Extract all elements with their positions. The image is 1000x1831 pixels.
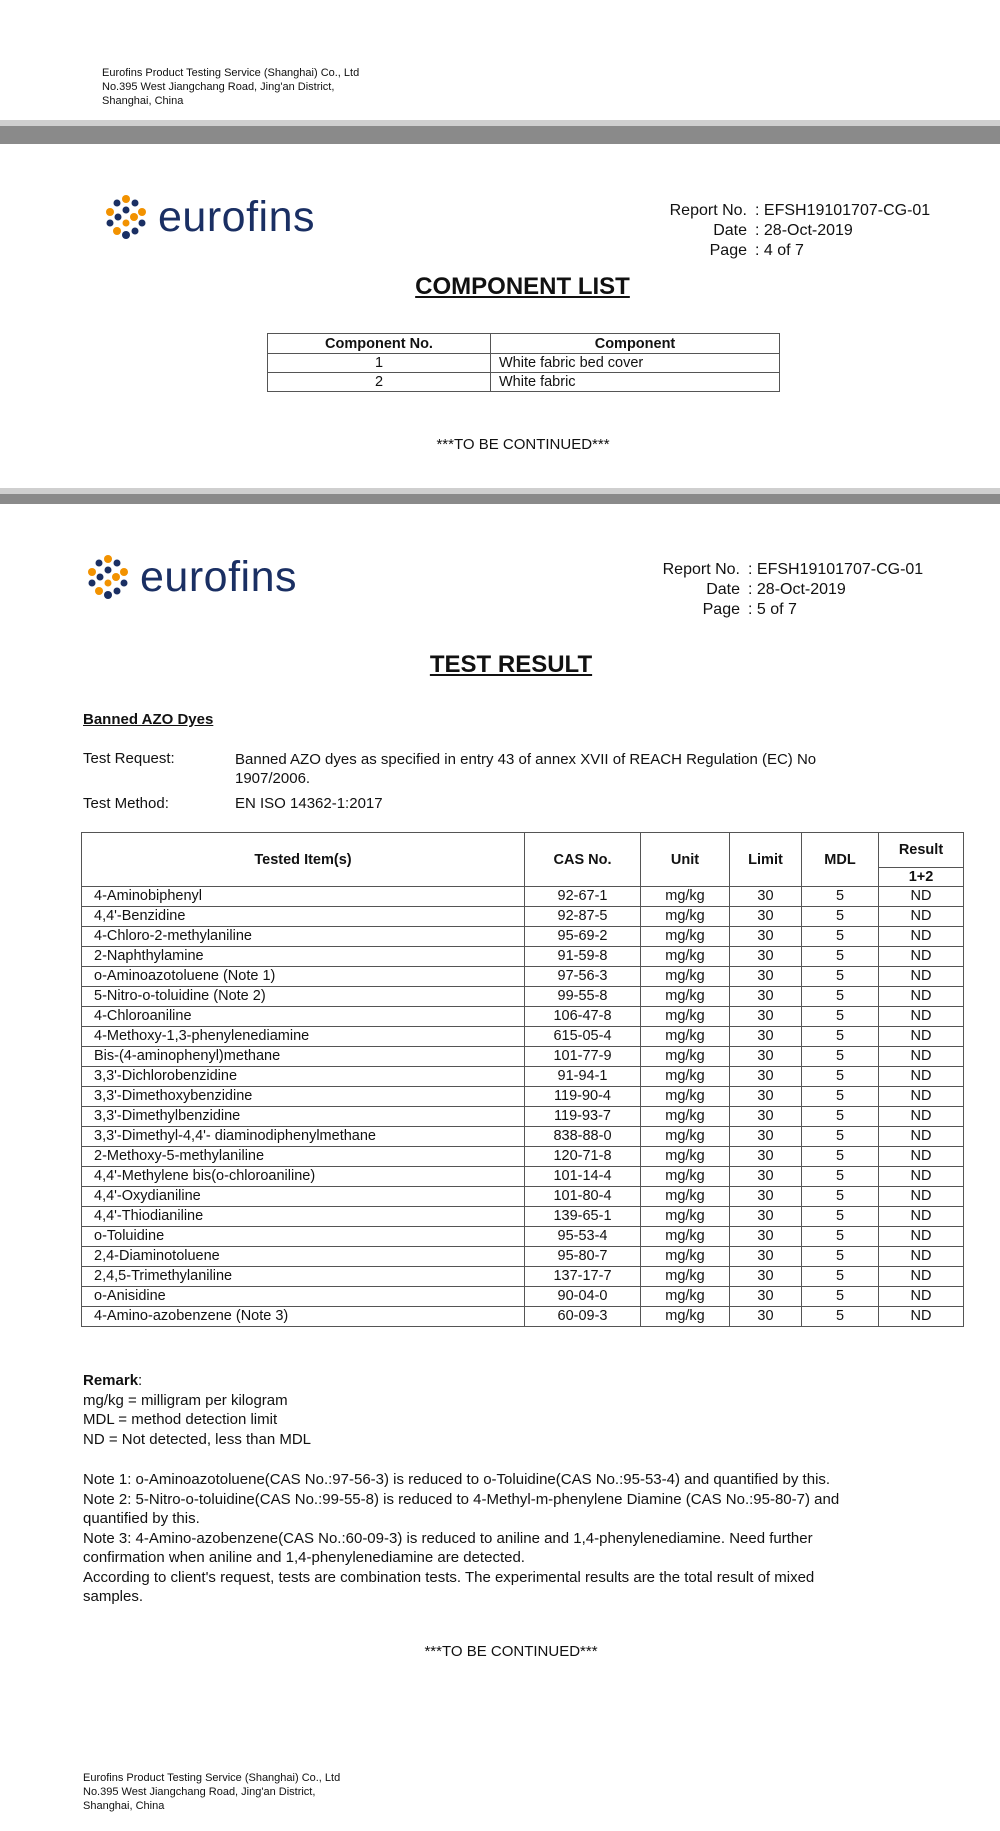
note-line: According to client's request, tests are combination tests. The experimental results are the total result of mixed	[83, 1568, 815, 1586]
cell-cas-no: 119-93-7	[525, 1107, 641, 1127]
cell-cas-no: 615-05-4	[525, 1027, 641, 1047]
report-no-label: Report No.	[669, 202, 747, 219]
cell-tested-item: o-Aminoazotoluene (Note 1)	[82, 967, 525, 987]
cell-limit: 30	[730, 887, 802, 907]
cell-result: ND	[879, 1227, 964, 1247]
cell-result: ND	[879, 1067, 964, 1087]
table-row	[82, 1147, 964, 1167]
eurofins-logo	[84, 553, 297, 601]
table-row	[82, 1127, 964, 1147]
header-component: Component	[491, 334, 780, 354]
cell-cas-no: 120-71-8	[525, 1147, 641, 1167]
cell-cas-no: 91-59-8	[525, 947, 641, 967]
cell-result: ND	[879, 1087, 964, 1107]
test-request-line1: Banned AZO dyes as specified in entry 43 of annex XVII of REACH Regulation (EC) No	[235, 751, 817, 768]
page-label: Page	[709, 242, 747, 259]
eurofins-dots-icon	[102, 193, 150, 241]
cell-unit: mg/kg	[641, 1227, 730, 1247]
cell-tested-item: 3,3'-Dimethoxybenzidine	[82, 1087, 525, 1107]
page-separator	[0, 126, 1000, 144]
table-row	[82, 967, 964, 987]
table-row	[82, 1247, 964, 1267]
table-header-row	[268, 334, 780, 354]
table-row	[82, 987, 964, 1007]
cell-mdl: 5	[802, 1067, 879, 1087]
cell-result: ND	[879, 907, 964, 927]
cell-unit: mg/kg	[641, 1047, 730, 1067]
cell-mdl: 5	[802, 1127, 879, 1147]
cell-cas-no: 119-90-4	[525, 1087, 641, 1107]
table-row	[268, 373, 780, 392]
cell-limit: 30	[730, 1287, 802, 1307]
cell-result: ND	[879, 1027, 964, 1047]
cell-cas-no: 137-17-7	[525, 1267, 641, 1287]
section-title: Banned AZO Dyes	[83, 711, 214, 728]
cell-mdl: 5	[802, 887, 879, 907]
cell-component-no: 2	[268, 373, 491, 392]
remark-line: mg/kg = milligram per kilogram	[83, 1391, 288, 1409]
cell-tested-item: Bis-(4-aminophenyl)methane	[82, 1047, 525, 1067]
page-separator	[0, 494, 1000, 504]
cell-cas-no: 95-53-4	[525, 1227, 641, 1247]
cell-limit: 30	[730, 1247, 802, 1267]
cell-cas-no: 99-55-8	[525, 987, 641, 1007]
header-cas-no: CAS No.	[525, 833, 641, 887]
note-line: Note 1: o-Aminoazotoluene(CAS No.:97-56-3) is reduced to o-Toluidine(CAS No.:95-53-4) and quantified by this.	[83, 1471, 831, 1488]
cell-cas-no: 60-09-3	[525, 1307, 641, 1327]
cell-tested-item: 4,4'-Thiodianiline	[82, 1207, 525, 1227]
cell-limit: 30	[730, 987, 802, 1007]
company-name: Eurofins Product Testing Service (Shanghai) Co., Ltd	[83, 1772, 341, 1784]
cell-unit: mg/kg	[641, 1087, 730, 1107]
company-address-line1: No.395 West Jiangchang Road, Jing'an District,	[83, 1786, 316, 1798]
table-row	[82, 1267, 964, 1287]
cell-tested-item: 3,3'-Dimethyl-4,4'- diaminodiphenylmethane	[82, 1127, 525, 1147]
test-method-value: EN ISO 14362-1:2017	[235, 795, 383, 812]
page-label: Page	[702, 601, 740, 618]
cell-mdl: 5	[802, 1207, 879, 1227]
cell-component: White fabric	[491, 373, 780, 392]
table-row	[82, 1027, 964, 1047]
remark-line: MDL = method detection limit	[83, 1411, 278, 1428]
cell-limit: 30	[730, 1167, 802, 1187]
date-value: : 28-Oct-2019	[755, 222, 853, 239]
cell-mdl: 5	[802, 927, 879, 947]
note-line: Note 3: 4-Amino-azobenzene(CAS No.:60-09-3) is reduced to aniline and 1,4-phenylenediamine. Need further	[83, 1529, 813, 1547]
cell-limit: 30	[730, 967, 802, 987]
eurofins-logo	[102, 193, 315, 241]
cell-limit: 30	[730, 1007, 802, 1027]
cell-result: ND	[879, 987, 964, 1007]
note-line: confirmation when aniline and 1,4-phenylenediamine are detected.	[83, 1549, 525, 1566]
company-address-line1: No.395 West Jiangchang Road, Jing'an District,	[102, 81, 335, 93]
cell-mdl: 5	[802, 1307, 879, 1327]
cell-cas-no: 106-47-8	[525, 1007, 641, 1027]
cell-unit: mg/kg	[641, 1307, 730, 1327]
note-line: samples.	[83, 1588, 144, 1605]
header-result: Result	[879, 833, 964, 868]
cell-tested-item: 5-Nitro-o-toluidine (Note 2)	[82, 987, 525, 1007]
cell-cas-no: 90-04-0	[525, 1287, 641, 1307]
cell-limit: 30	[730, 1207, 802, 1227]
cell-limit: 30	[730, 1227, 802, 1247]
header-result-sub: 1+2	[879, 868, 964, 887]
footer-address-bottom	[83, 1771, 340, 1813]
cell-tested-item: o-Anisidine	[82, 1287, 525, 1307]
table-row	[82, 1167, 964, 1187]
cell-cas-no: 92-67-1	[525, 887, 641, 907]
cell-unit: mg/kg	[641, 907, 730, 927]
cell-result: ND	[879, 1047, 964, 1067]
cell-tested-item: 4-Methoxy-1,3-phenylenediamine	[82, 1027, 525, 1047]
table-row	[82, 1087, 964, 1107]
company-name: Eurofins Product Testing Service (Shanghai) Co., Ltd	[102, 67, 360, 79]
table-row	[82, 1287, 964, 1307]
remark-line: ND = Not detected, less than MDL	[83, 1430, 312, 1448]
table-row	[268, 354, 780, 373]
table-row	[82, 1307, 964, 1327]
test-method-label: Test Method:	[83, 795, 169, 812]
report-no-value: : EFSH19101707-CG-01	[755, 202, 931, 219]
cell-limit: 30	[730, 1307, 802, 1327]
component-table	[267, 333, 780, 392]
cell-tested-item: 4,4'-Benzidine	[82, 907, 525, 927]
cell-unit: mg/kg	[641, 927, 730, 947]
cell-unit: mg/kg	[641, 1007, 730, 1027]
date-label: Date	[706, 581, 740, 598]
cell-result: ND	[879, 1287, 964, 1307]
cell-cas-no: 95-69-2	[525, 927, 641, 947]
cell-mdl: 5	[802, 1007, 879, 1027]
table-row	[82, 1007, 964, 1027]
cell-mdl: 5	[802, 907, 879, 927]
table-row	[82, 1187, 964, 1207]
cell-limit: 30	[730, 1107, 802, 1127]
cell-tested-item: 4,4'-Methylene bis(o-chloroaniline)	[82, 1167, 525, 1187]
logo-text: eurofins	[158, 192, 315, 241]
cell-tested-item: 2,4,5-Trimethylaniline	[82, 1267, 525, 1287]
cell-mdl: 5	[802, 1087, 879, 1107]
cell-limit: 30	[730, 1267, 802, 1287]
cell-limit: 30	[730, 947, 802, 967]
cell-tested-item: 2-Methoxy-5-methylaniline	[82, 1147, 525, 1167]
report-meta-page5	[635, 560, 923, 620]
cell-cas-no: 97-56-3	[525, 967, 641, 987]
table-row	[82, 1207, 964, 1227]
cell-mdl: 5	[802, 1107, 879, 1127]
note-line: quantified by this.	[83, 1510, 200, 1527]
table-row	[82, 1107, 964, 1127]
page-value: : 5 of 7	[748, 601, 797, 618]
test-result-table	[81, 832, 964, 1327]
page-title: TEST RESULT	[429, 651, 593, 678]
cell-limit: 30	[730, 1087, 802, 1107]
cell-tested-item: 2-Naphthylamine	[82, 947, 525, 967]
cell-cas-no: 95-80-7	[525, 1247, 641, 1267]
cell-result: ND	[879, 947, 964, 967]
header-component-no: Component No.	[268, 334, 491, 354]
cell-component: White fabric bed cover	[491, 354, 780, 373]
eurofins-dots-icon	[84, 553, 132, 601]
test-request-label: Test Request:	[83, 750, 175, 767]
cell-unit: mg/kg	[641, 1067, 730, 1087]
notes-block	[83, 1470, 839, 1607]
cell-result: ND	[879, 927, 964, 947]
cell-unit: mg/kg	[641, 1247, 730, 1267]
note-line: Note 2: 5-Nitro-o-toluidine(CAS No.:99-55-8) is reduced to 4-Methyl-m-phenylene Diamine (CAS No.:95-80-7) and	[83, 1490, 840, 1508]
cell-result: ND	[879, 1147, 964, 1167]
cell-limit: 30	[730, 1047, 802, 1067]
cell-unit: mg/kg	[641, 1107, 730, 1127]
remarks-block: Remark: mg/kg = milligram per kilogram MDL = method detection limit ND = Not detected, less than MDL	[83, 1372, 312, 1448]
company-address-line2: Shanghai, China	[102, 95, 184, 107]
to-be-continued: ***TO BE CONTINUED***	[436, 436, 610, 453]
cell-unit: mg/kg	[641, 1267, 730, 1287]
cell-limit: 30	[730, 1187, 802, 1207]
header-unit: Unit	[641, 833, 730, 887]
page-value: : 4 of 7	[755, 242, 804, 259]
cell-mdl: 5	[802, 1047, 879, 1067]
cell-tested-item: 4-Chloro-2-methylaniline	[82, 927, 525, 947]
cell-limit: 30	[730, 907, 802, 927]
company-address-line2: Shanghai, China	[83, 1800, 165, 1812]
table-row	[82, 947, 964, 967]
cell-result: ND	[879, 1307, 964, 1327]
cell-tested-item: 2,4-Diaminotoluene	[82, 1247, 525, 1267]
cell-limit: 30	[730, 927, 802, 947]
cell-mdl: 5	[802, 1027, 879, 1047]
remark-title: Remark	[83, 1372, 139, 1389]
cell-mdl: 5	[802, 1227, 879, 1247]
cell-mdl: 5	[802, 1247, 879, 1267]
cell-component-no: 1	[268, 354, 491, 373]
cell-unit: mg/kg	[641, 1287, 730, 1307]
test-request-line2: 1907/2006.	[235, 770, 311, 787]
cell-unit: mg/kg	[641, 1167, 730, 1187]
header-tested-items: Tested Item(s)	[82, 833, 525, 887]
cell-mdl: 5	[802, 1267, 879, 1287]
footer-address-top	[102, 66, 359, 108]
cell-tested-item: 4-Aminobiphenyl	[82, 887, 525, 907]
test-request-value	[235, 750, 816, 788]
cell-mdl: 5	[802, 987, 879, 1007]
table-row	[82, 887, 964, 907]
cell-tested-item: 3,3'-Dimethylbenzidine	[82, 1107, 525, 1127]
cell-unit: mg/kg	[641, 1187, 730, 1207]
date-value: : 28-Oct-2019	[748, 581, 846, 598]
cell-unit: mg/kg	[641, 1127, 730, 1147]
cell-unit: mg/kg	[641, 1027, 730, 1047]
cell-cas-no: 92-87-5	[525, 907, 641, 927]
test-result-body	[82, 887, 964, 1327]
cell-result: ND	[879, 1207, 964, 1227]
cell-tested-item: 4,4'-Oxydianiline	[82, 1187, 525, 1207]
cell-tested-item: 4-Chloroaniline	[82, 1007, 525, 1027]
cell-result: ND	[879, 1127, 964, 1147]
page-title: COMPONENT LIST	[415, 273, 630, 300]
cell-tested-item: 4-Amino-azobenzene (Note 3)	[82, 1307, 525, 1327]
cell-limit: 30	[730, 1027, 802, 1047]
to-be-continued: ***TO BE CONTINUED***	[424, 1643, 598, 1660]
cell-unit: mg/kg	[641, 987, 730, 1007]
cell-cas-no: 139-65-1	[525, 1207, 641, 1227]
report-no-value: : EFSH19101707-CG-01	[748, 561, 924, 578]
cell-result: ND	[879, 1247, 964, 1267]
cell-cas-no: 101-80-4	[525, 1187, 641, 1207]
cell-mdl: 5	[802, 1187, 879, 1207]
cell-limit: 30	[730, 1067, 802, 1087]
cell-result: ND	[879, 1267, 964, 1287]
cell-unit: mg/kg	[641, 1147, 730, 1167]
cell-mdl: 5	[802, 1167, 879, 1187]
cell-unit: mg/kg	[641, 1207, 730, 1227]
cell-result: ND	[879, 887, 964, 907]
header-limit: Limit	[730, 833, 802, 887]
cell-unit: mg/kg	[641, 887, 730, 907]
table-row	[82, 1047, 964, 1067]
cell-cas-no: 101-77-9	[525, 1047, 641, 1067]
cell-unit: mg/kg	[641, 947, 730, 967]
report-meta-page4	[642, 201, 930, 261]
cell-limit: 30	[730, 1147, 802, 1167]
cell-result: ND	[879, 967, 964, 987]
cell-unit: mg/kg	[641, 967, 730, 987]
cell-tested-item: o-Toluidine	[82, 1227, 525, 1247]
cell-mdl: 5	[802, 967, 879, 987]
cell-result: ND	[879, 1167, 964, 1187]
cell-mdl: 5	[802, 1287, 879, 1307]
table-row	[82, 907, 964, 927]
table-row	[82, 1067, 964, 1087]
cell-result: ND	[879, 1187, 964, 1207]
table-row	[82, 1227, 964, 1247]
table-header-row	[82, 833, 964, 868]
cell-cas-no: 91-94-1	[525, 1067, 641, 1087]
cell-mdl: 5	[802, 1147, 879, 1167]
cell-tested-item: 3,3'-Dichlorobenzidine	[82, 1067, 525, 1087]
cell-cas-no: 838-88-0	[525, 1127, 641, 1147]
cell-cas-no: 101-14-4	[525, 1167, 641, 1187]
table-row	[82, 927, 964, 947]
cell-mdl: 5	[802, 947, 879, 967]
header-mdl: MDL	[802, 833, 879, 887]
cell-result: ND	[879, 1007, 964, 1027]
date-label: Date	[713, 222, 747, 239]
logo-text: eurofins	[140, 552, 297, 601]
report-no-label: Report No.	[662, 561, 740, 578]
cell-limit: 30	[730, 1127, 802, 1147]
cell-result: ND	[879, 1107, 964, 1127]
